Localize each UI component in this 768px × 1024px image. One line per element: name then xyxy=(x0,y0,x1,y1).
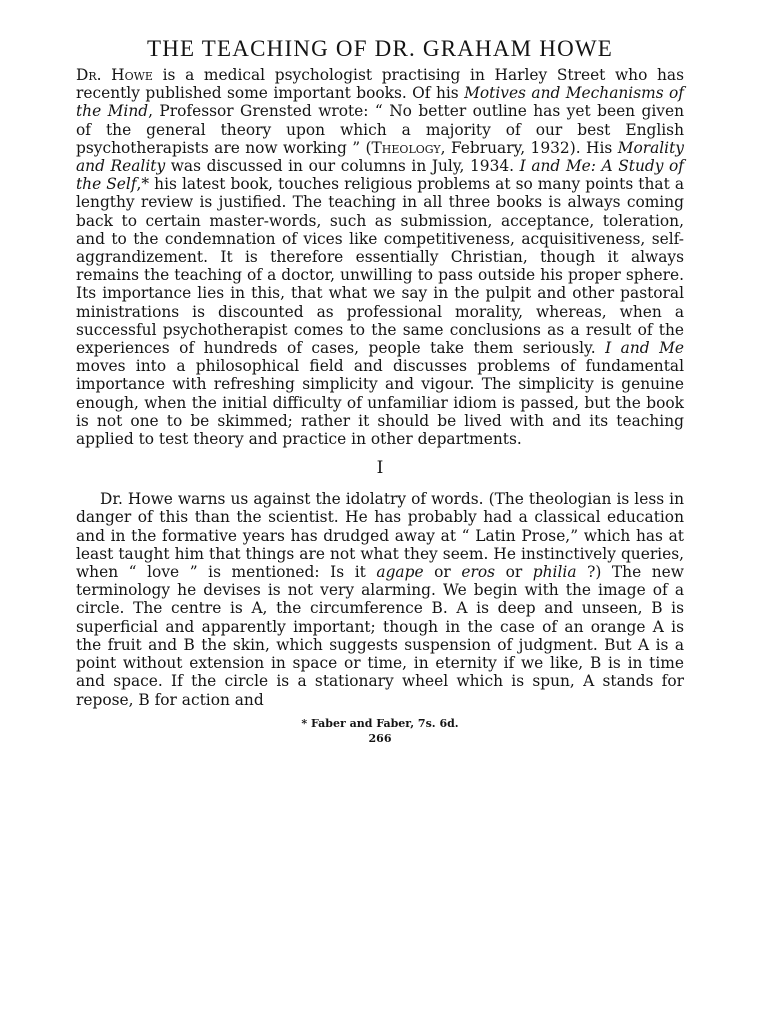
text-run: or xyxy=(495,563,533,582)
text-run: or xyxy=(423,563,462,582)
text-run: , Professor Grensted wrote: “ No better outline has yet been given of the general theory upon which a majority of our best English psychotherapists are now working ” ( xyxy=(76,102,685,157)
text-run: ,* his latest book, touches religious problems at so many points that a lengthy review is justified. The teaching in all three books is always coming back to certain master-words, such as submission, acceptance, toleration, and to the condemnation of vices like competitiveness, acquisitiveness, self-aggrandizement. It is therefore essentially Christian, though it always remains the teaching of a doctor, unwilling to pass outside his proper sphere. Its importance lies in this, that what we say in the pulpit and other pastoral ministrations is discounted as professional morality, whereas, when a successful psychotherapist comes to the same conclusions as a result of the experiences of hundreds of cases, people take them seriously. xyxy=(76,175,684,358)
section-heading: I xyxy=(376,458,384,479)
paragraph-intro xyxy=(76,66,684,448)
article-title: THE TEACHING OF DR. GRAHAM HOWE xyxy=(146,36,614,61)
footnote: * Faber and Faber, 7s. 6d. xyxy=(301,716,459,730)
book-title-italic: I and Me: A Study of the Self xyxy=(76,157,684,194)
document-page xyxy=(76,36,684,745)
text-run: was discussed in our columns in July, 1934. xyxy=(165,157,520,176)
text-run: ?) The new terminology he devises is not very alarming. We begin with the image of a circle. The centre is A, the circumference B. A is deep and unseen, B is superficial and apparently important; though in the case of an orange A is the fruit and B the skin, which suggests suspension of judgment. But A is a point without extension in space or time, in eternity if we like, B is in time and space. If the circle is a stationary wheel which is spun, A stands for repose, B for action and xyxy=(76,563,684,709)
text-run: moves into a philosophical field and discusses problems of fundamental importance with refreshing simplicity and vigour. The simplicity is genuine enough, when the initial difficulty of unfamiliar idiom is passed, but the book is not one to be skimmed; rather it should be lived with and its teaching applied to test theory and practice in other departments. xyxy=(76,357,684,449)
book-title-italic: Morality and Reality xyxy=(76,138,684,176)
page-number: 266 xyxy=(368,731,392,745)
journal-name-smallcaps: Theology xyxy=(371,138,441,157)
author-name-smallcaps: Dr. Howe xyxy=(76,66,153,84)
greek-term-italic: eros xyxy=(461,563,495,582)
greek-term-italic: philia xyxy=(532,563,577,582)
greek-term-italic: agape xyxy=(376,563,424,582)
text-run: is a medical psychologist practising in Harley Street who has recently published some important books. Of his xyxy=(76,66,685,103)
text-run: Dr. Howe warns us against the idolatry of words. (The theologian is less in danger of this than the scientist. He has probably had a classical education and in the formative years has drudged away at “ Latin Prose,” which has at least taught him that things are not what they seem. He instinctively queries, when “ love ” is mentioned: Is it xyxy=(76,490,684,582)
text-run: , February, 1932). His xyxy=(440,138,618,157)
book-title-italic: Motives and Mechanisms of the Mind xyxy=(76,84,684,121)
paragraph-section-one xyxy=(76,490,684,708)
book-title-italic: I and Me xyxy=(605,339,684,358)
